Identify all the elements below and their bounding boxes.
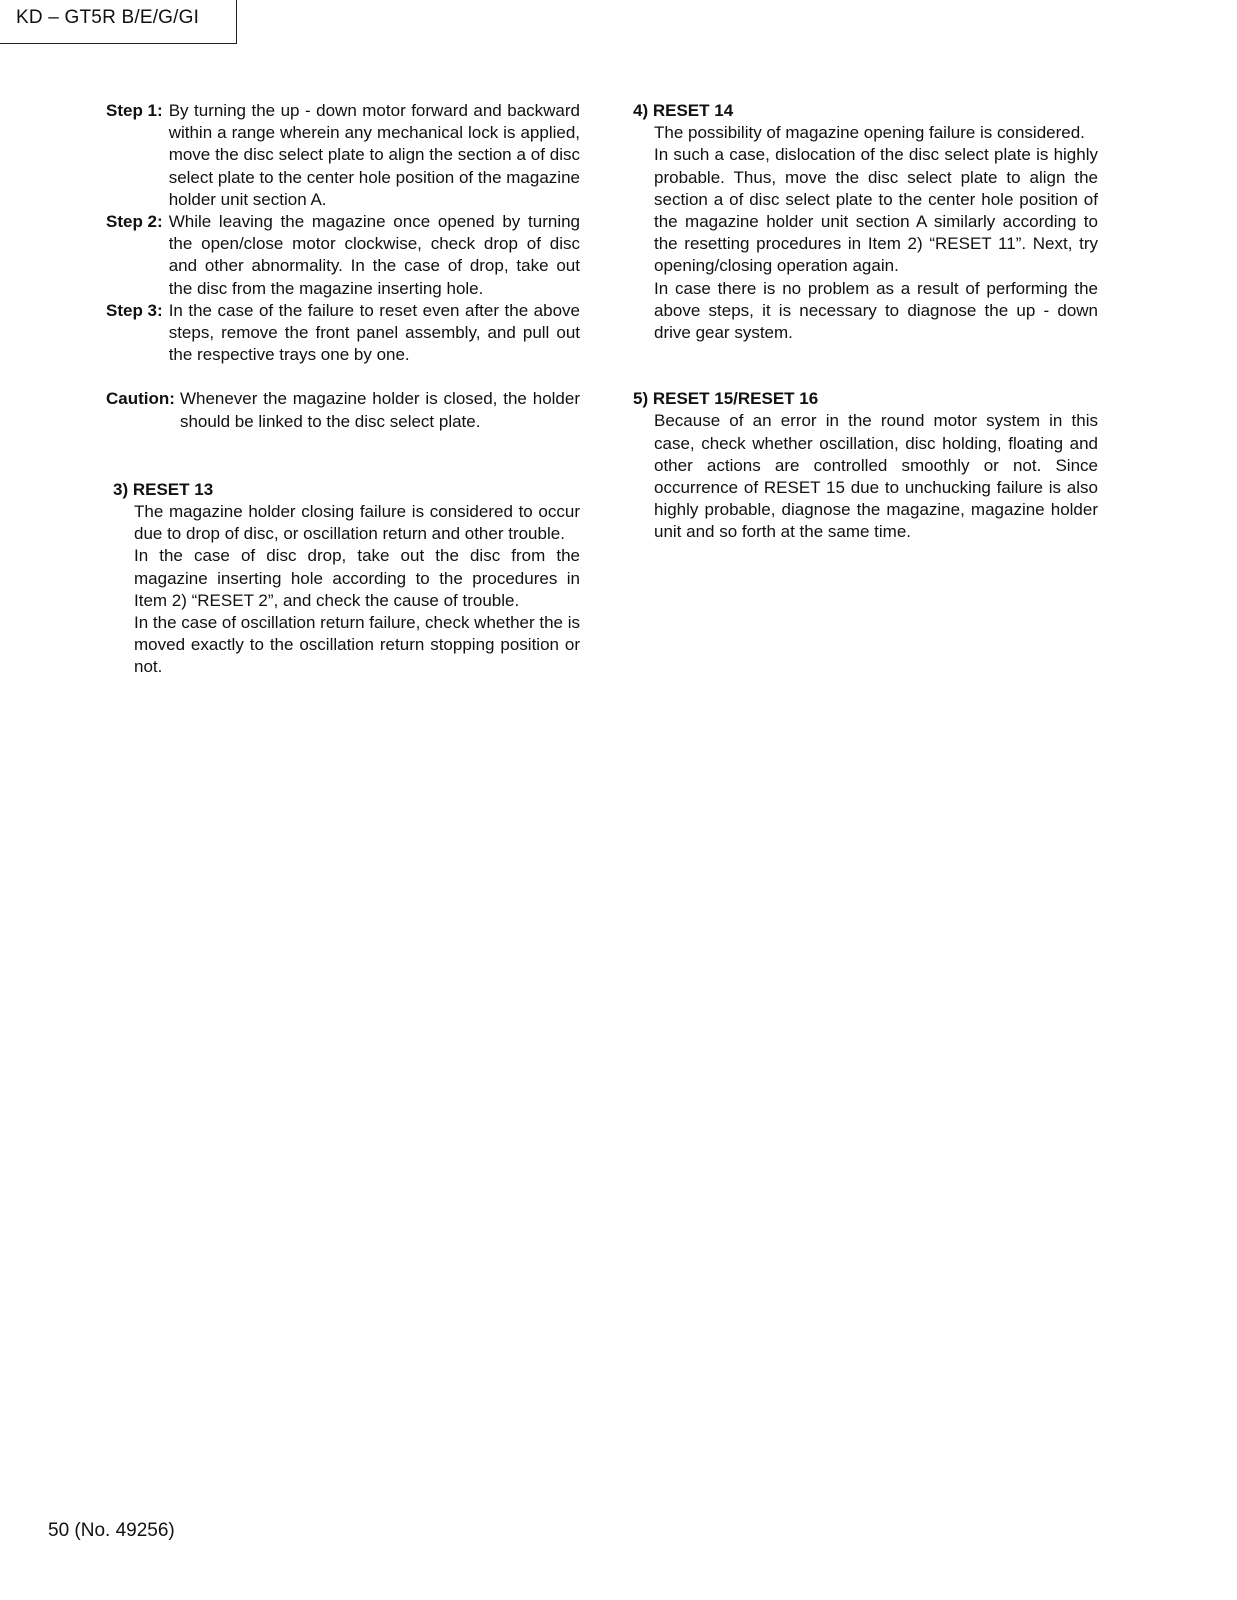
- left-column: [106, 100, 580, 679]
- section-body: [654, 122, 1098, 344]
- paragraph: In the case of oscillation return failure, check whether the is moved exactly to the oscillation return stopping position or not.: [134, 613, 581, 677]
- step-text: While leaving the magazine once opened by turning the open/close motor clockwise, check drop of disc and other abnormality. In the case of drop, take out the disc from the magazine inserting hole.: [168, 212, 580, 298]
- step-3: [106, 300, 580, 367]
- section-reset-14: [633, 100, 1098, 344]
- step-1: [106, 100, 580, 211]
- section-title: 3) RESET 13: [113, 479, 214, 499]
- section-title: 4) RESET 14: [633, 101, 734, 120]
- paragraph: In such a case, dislocation of the disc select plate is highly probable. Thus, move the disc select plate to align the section a of disc select plate to the center hole position of the magazine holder unit section A similarly according to the resetting procedures in Item 2) “RESET 11”. Next, try opening/closing operation again.: [654, 145, 1098, 276]
- paragraph: Because of an error in the round motor system in this case, check whether oscillation, disc holding, floating and other actions are controlled smoothly or not. Since occurrence of RESET 15 due to unchucking failure is also highly probable, diagnose the magazine, magazine holder unit and so forth at the same time.: [654, 411, 1098, 542]
- step-text: By turning the up - down motor forward and backward within a range wherein any mechanical lock is applied, move the disc select plate to align the section a of disc select plate to the center hole position of the magazine holder unit section A.: [168, 101, 580, 209]
- paragraph: The possibility of magazine opening failure is considered.: [654, 123, 1085, 143]
- caution-note: [106, 388, 580, 432]
- paragraph: In case there is no problem as a result of performing the above steps, it is necessary to diagnose the up - down drive gear system.: [654, 278, 1098, 343]
- section-reset-13: [113, 479, 580, 679]
- section-body: [654, 410, 1098, 543]
- caution-label: Caution:: [106, 389, 175, 409]
- header-box: [0, 0, 237, 44]
- step-label: Step 1:: [106, 101, 163, 120]
- step-text: In the case of the failure to reset even after the above steps, remove the front panel assembly, and pull out the respective trays one by one.: [168, 300, 580, 365]
- caution-text: Whenever the magazine holder is closed, the holder should be linked to the disc select plate.: [179, 389, 580, 431]
- paragraph: The magazine holder closing failure is considered to occur due to drop of disc, or oscillation return and other trouble.: [134, 502, 580, 544]
- step-label: Step 3:: [106, 300, 163, 320]
- right-column: [633, 100, 1098, 544]
- step-2: [106, 211, 580, 300]
- section-title: 5) RESET 15/RESET 16: [633, 389, 819, 409]
- model-title: KD – GT5R B/E/G/GI: [16, 7, 200, 28]
- section-reset-15-16: [633, 388, 1098, 543]
- step-label: Step 2:: [106, 212, 163, 232]
- page-number: 50 (No. 49256): [48, 1520, 175, 1541]
- section-body: [134, 501, 580, 679]
- paragraph: In the case of disc drop, take out the disc from the magazine inserting hole according to the procedures in Item 2) “RESET 2”, and check the cause of trouble.: [134, 546, 580, 610]
